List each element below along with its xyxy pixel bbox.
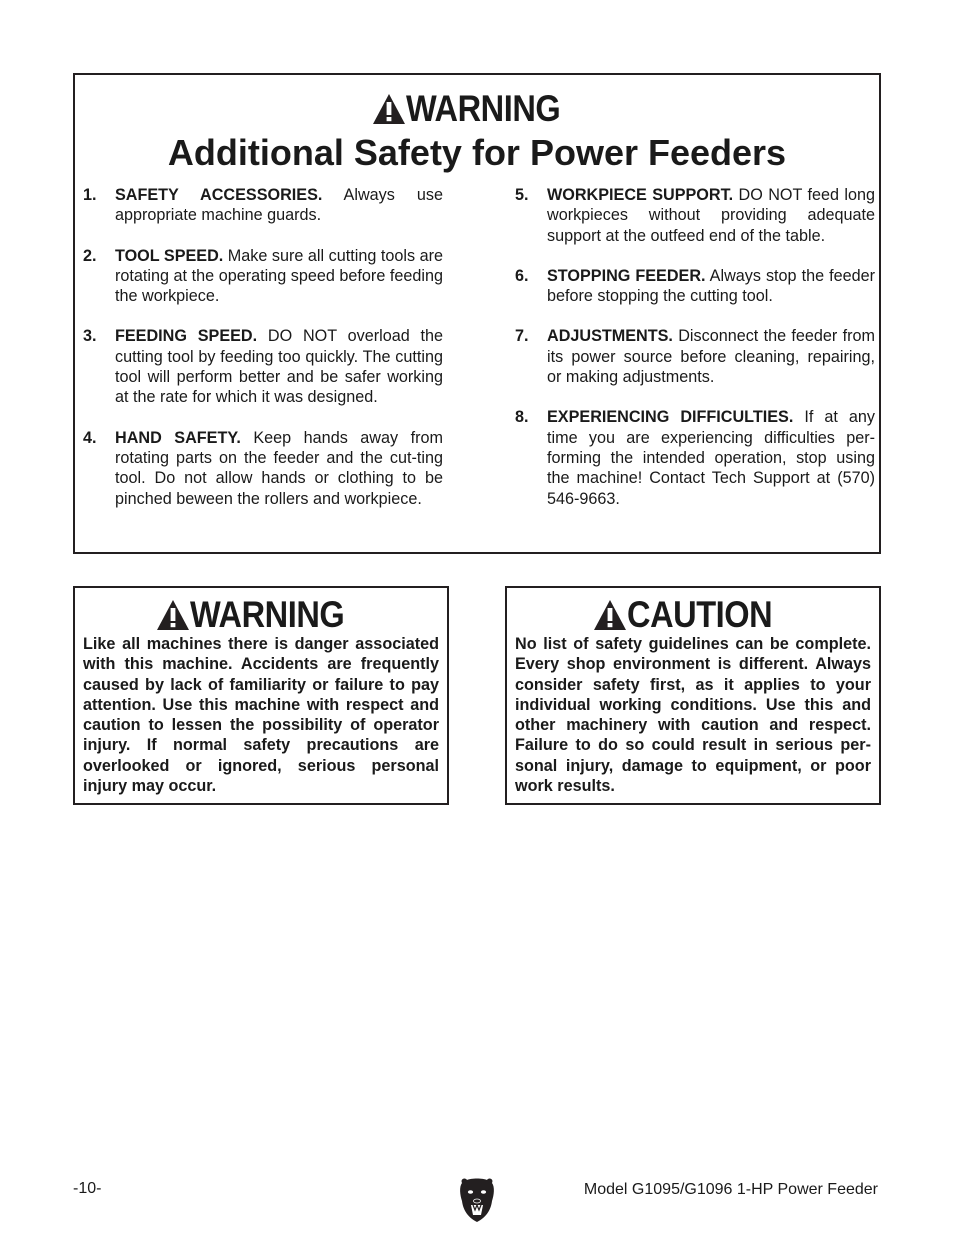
main-warning-box (73, 73, 881, 554)
warning-signal-word: WARNING (406, 87, 561, 129)
warning-triangle-icon (372, 93, 406, 125)
main-warning-header (75, 87, 879, 129)
safety-list-right (515, 185, 875, 529)
list-item: 4. HAND SAFETY. Keep hands away from rotating parts on the feeder and the cut-ting tool. Do not allow hands or clothing to be pinched beween the rollers and workpiece. (83, 428, 443, 508)
warning-triangle-icon (156, 599, 190, 631)
list-item: 3. FEEDING SPEED. DO NOT overload the cutting tool by feeding too quickly. The cutting tool will perform better and be safer working at the rate for which it was designed. (83, 327, 443, 407)
caution-header (507, 594, 879, 636)
list-item: 5. WORKPIECE SUPPORT. DO NOT feed long workpieces without providing adequate support at the outfeed end of the table. (515, 186, 875, 245)
caution-signal-word: CAUTION (627, 594, 773, 635)
list-item: 8. EXPERIENCING DIFFICULTIES. If at any time you are experiencing difficulties per-forming the intended operation, stop using the machine! Contact Tech Support at (570) 546-9663. (515, 408, 875, 508)
warning-header (75, 594, 447, 636)
caution-body: No list of safety guidelines can be complete. Every shop environment is different. Always consider safety first, as it applies to your individual working conditions. Use this and other machinery with caution and respect. Failure to do so could result in serious per-sonal injury, damage to equipment, or poor work results. (515, 635, 871, 796)
warning-box (73, 586, 449, 805)
page-number: -10- (73, 1180, 102, 1197)
warning-body: Like all machines there is danger associated with this machine. Accidents are frequently caused by lack of familiarity or failure to pay attention. Use this machine with respect and caution to lessen the possibility of operator injury. If normal safety precautions are overlooked or ignored, serious personal injury may occur. (83, 635, 439, 796)
page-title: Additional Safety for Power Feeders (167, 132, 787, 173)
bear-logo-icon (458, 1177, 496, 1223)
safety-list-left (83, 185, 443, 529)
list-item: 2. TOOL SPEED. Make sure all cutting tools are rotating at the operating speed before feeding the workpiece. (83, 246, 443, 306)
caution-box (505, 586, 881, 805)
warning-signal-word: WARNING (190, 594, 345, 635)
list-item: 1. SAFETY ACCESSORIES. Always use appropriate machine guards. (83, 186, 443, 225)
footer-model: Model G1095/G1096 1-HP Power Feeder (583, 1181, 878, 1198)
list-item: 7. ADJUSTMENTS. Disconnect the feeder from its power source before cleaning, repairing, or making adjustments. (515, 327, 875, 387)
list-item: 6. STOPPING FEEDER. Always stop the feeder before stopping the cutting tool. (515, 266, 876, 306)
caution-triangle-icon (593, 599, 627, 631)
